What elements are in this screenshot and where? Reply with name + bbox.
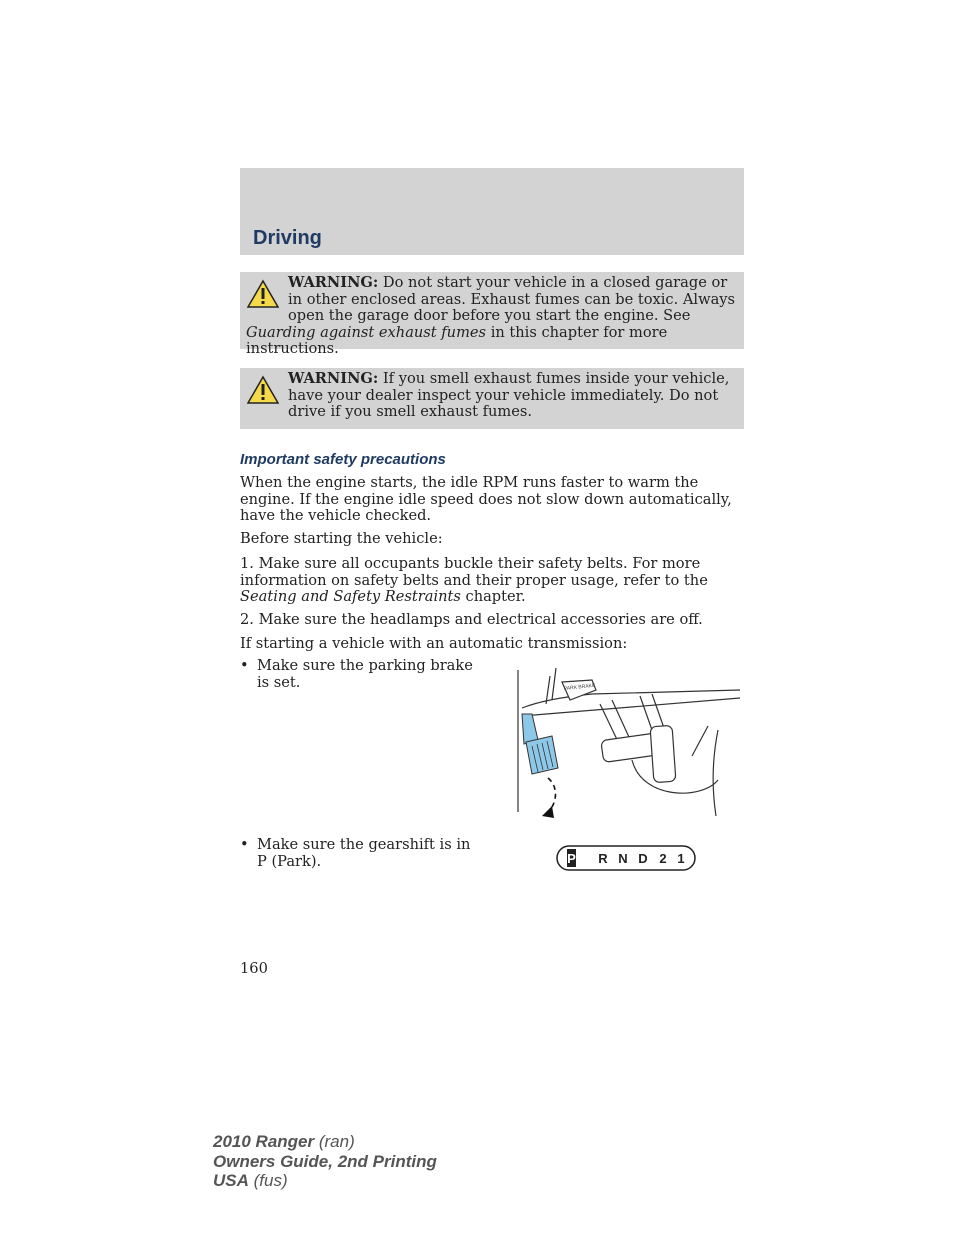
warning-label: WARNING: <box>288 370 379 387</box>
step-1-reference: Seating and Safety Restraints <box>240 588 461 605</box>
footer-line-2 <box>213 1152 437 1172</box>
warning-text-end: in this chapter for more instructions. <box>246 323 668 357</box>
step-2-headlamps: 2. Make sure the headlamps and electrical accessories are off. <box>240 611 703 628</box>
warning-text: Do not start your vehicle in a closed garage or in other enclosed areas. Exhaust fumes can be toxic. Always open the garage door before you start the engine. See <box>288 274 735 324</box>
bullet-marker: • <box>240 657 249 674</box>
section-title: Driving <box>253 227 322 249</box>
bullet-text: Make sure the gearshift is in P (Park). <box>257 836 471 870</box>
warning-box-garage <box>240 272 744 357</box>
footer-market: USA <box>213 1171 249 1190</box>
gearshift-indicator <box>556 845 696 871</box>
parking-brake-pedal-illustration <box>512 660 744 820</box>
footer-model: 2010 Ranger <box>213 1132 315 1151</box>
footer-line-3 <box>213 1171 437 1191</box>
footer-guide-edition: Owners Guide, 2nd Printing <box>213 1151 437 1171</box>
warning-triangle-icon <box>246 279 280 309</box>
warning-label: WARNING: <box>288 274 379 291</box>
step-1-text: 1. Make sure all occupants buckle their safety belts. For more information on safety belts and their proper usage, refer to the <box>240 555 708 589</box>
footer-model-code: (ran) <box>314 1132 355 1151</box>
arrow-head-icon <box>542 806 554 818</box>
bullet-parking-brake <box>240 658 475 691</box>
paragraph-idle-rpm: When the engine starts, the idle RPM runs faster to warm the engine. If the engine idle speed does not slow down automatically, have the vehicle checked. <box>240 474 732 524</box>
footer-line-1 <box>213 1132 437 1152</box>
gear-2: 2 <box>659 851 667 866</box>
gear-p: P <box>567 851 576 866</box>
gear-d: D <box>638 851 648 866</box>
step-1-text-end: chapter. <box>460 588 526 605</box>
paragraph-automatic-transmission: If starting a vehicle with an automatic transmission: <box>240 635 628 652</box>
warning-box-fumes <box>240 368 744 429</box>
bullet-gearshift-park <box>240 837 475 870</box>
subheading-safety-precautions: Important safety precautions <box>240 451 446 468</box>
paragraph-before-starting: Before starting the vehicle: <box>240 530 443 547</box>
gear-n: N <box>618 851 628 866</box>
warning-triangle-icon <box>246 375 280 405</box>
bullet-text: Make sure the parking brake is set. <box>257 657 473 691</box>
step-1-safety-belts <box>240 556 744 606</box>
page-number: 160 <box>240 960 268 977</box>
pedal-label: PARK BRAKE <box>563 682 596 692</box>
gear-r: R <box>598 851 608 866</box>
brake-pedal-pad <box>526 736 558 774</box>
gear-1: 1 <box>677 851 685 866</box>
footer-market-code: (fus) <box>248 1171 288 1190</box>
footer-publication-info <box>213 1132 437 1191</box>
warning-reference: Guarding against exhaust fumes <box>246 323 487 341</box>
bullet-marker: • <box>240 836 249 853</box>
warning-text: If you smell exhaust fumes inside your vehicle, have your dealer inspect your vehicle immediately. Do not drive if you smell exhaust fumes. <box>288 370 730 420</box>
